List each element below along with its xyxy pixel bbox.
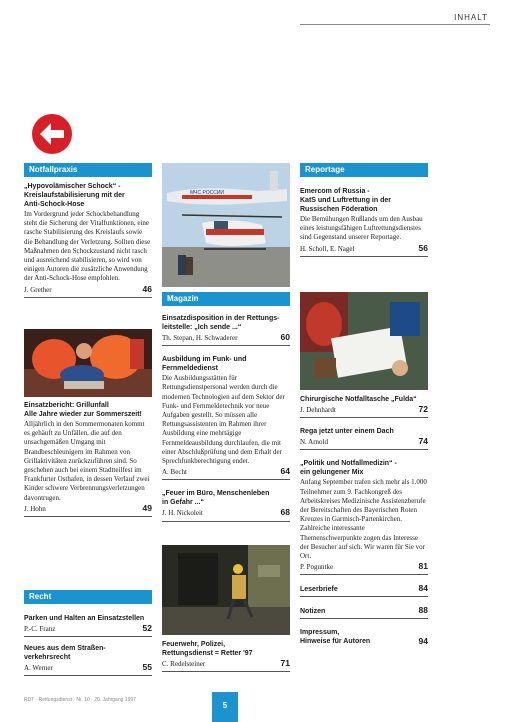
right-column-lower — [300, 395, 428, 646]
section-band-recht: Recht — [24, 590, 152, 604]
page-number: 5 — [212, 692, 238, 722]
section-band-reportage: Reportage — [300, 163, 428, 177]
section-header: INHALT — [454, 13, 488, 22]
article-page: 52 — [142, 623, 152, 633]
left-column — [24, 163, 152, 298]
article-title: Leserbriefe — [300, 586, 338, 594]
photo-feuerwehr — [162, 545, 290, 635]
article-title: Neues aus dem Straßen- verkehrsrecht — [24, 645, 106, 662]
article-impressum[interactable] — [300, 628, 428, 646]
divider — [300, 596, 428, 597]
article-page: 72 — [418, 404, 428, 414]
article-author: J. Dehnhardt — [300, 406, 336, 414]
header-rule — [300, 24, 490, 25]
article-einsatzdisposition[interactable] — [162, 314, 290, 346]
left-column-lower — [24, 401, 152, 517]
divider — [162, 345, 290, 346]
article-notfalltasche[interactable] — [300, 395, 428, 418]
article-title: Impressum, Hinweise für Autoren — [300, 629, 371, 646]
article-parken[interactable] — [24, 614, 152, 637]
article-leserbriefe[interactable] — [300, 584, 428, 597]
article-page: 64 — [280, 466, 290, 477]
article-grillunfall[interactable] — [24, 401, 152, 517]
article-title: Notizen — [300, 608, 326, 616]
divider — [24, 675, 152, 676]
article-author: P.-C. Franz — [24, 625, 56, 633]
divider — [162, 521, 290, 522]
article-author: J. Grether — [24, 285, 52, 294]
divider — [300, 449, 428, 450]
article-page: 84 — [418, 583, 428, 594]
article-summary: Im Vordergrund jeder Schockbehandlung steht die Sicherung der Vitalfunktionen, eine rasche Stabilisierung des Kreislaufs sowie die Behandlung der Verletzung. Sollten diese Maßnahmen den Schockzustand nicht rasch und ausreichend stabilisieren, so wird von einigen Autoren die zusätzliche Anwendung der Anti-Schock-Hose empfohlen. — [24, 210, 151, 283]
article-page: 60 — [280, 332, 290, 342]
article-title: Feuerwehr, Polizei, Rettungsdienst = Retter '97 — [162, 641, 253, 657]
article-author: N. Arnold — [300, 438, 328, 447]
article-title: Einsatzbericht: Grillunfall Alle Jahre wieder zur Sommerszeit! — [24, 402, 142, 418]
article-emercom[interactable] — [300, 187, 428, 257]
article-page: 46 — [142, 283, 152, 294]
section-band-notfallpraxis: Notfallpraxis — [24, 163, 152, 177]
section-band-magazin: Magazin — [162, 292, 290, 306]
article-page: 55 — [142, 662, 152, 673]
divider — [300, 618, 428, 619]
helicopter-text: MЧС РОССИИ — [190, 190, 225, 196]
article-title: „Politik und Notfallmedizin“ - ein gelungener Mix — [300, 460, 397, 477]
photo-helicopter — [162, 163, 290, 287]
article-title: Emercom of Russia - KatS und Luftrettung in der Russischen Föderation — [300, 188, 391, 213]
divider — [24, 636, 152, 637]
middle-column-lower — [162, 640, 290, 672]
right-column — [300, 163, 428, 257]
article-ausbildung[interactable] — [162, 355, 290, 480]
article-title: Parken und Halten an Einsatzstellen — [24, 615, 145, 622]
divider — [300, 417, 428, 418]
article-summary: Anfang September trafen sich mehr als 1.000 Teilnehmer zum 9. Fachkongreß des Arbeitskreises Medizinische Assistenzberufe der Bereitschaften des Bayerischen Roten Kreuzes in Garmisch-Partenkirchen. Zahlreiche interessante Themenschwerpunkte zogen das Interesse der Besucher auf sich. Wir waren für Sie vor Ort. — [300, 478, 427, 561]
article-page: 68 — [280, 507, 290, 518]
divider — [300, 574, 428, 575]
article-page: 81 — [418, 561, 428, 572]
article-author: H. Scholl, E. Nagel — [300, 244, 355, 253]
article-title: Ausbildung im Funk- und Fernmeldedienst — [162, 356, 247, 373]
article-notizen[interactable] — [300, 606, 428, 619]
article-politik[interactable] — [300, 459, 428, 575]
article-summary: Die Ausbildungsstätten für Rettungsdienstpersonal werden durch die modernen Technologien auf dem Sektor der Funk- und Fernmeldetechnik vor neue Aufgaben gestellt. So müssen alle Rettungsassistenten im Rahmen ihrer Ausbildung eine mehrtägige Fernmeldeausbildung durchlaufen, die mit einer Abschlußprüfung und dem Erhalt der Sprechfunkberechtigung endet. — [162, 374, 285, 466]
article-page: 71 — [280, 658, 290, 668]
article-author: P. Poguntke — [300, 563, 334, 572]
article-page: 88 — [418, 605, 428, 616]
article-strassenverkehr[interactable] — [24, 644, 152, 676]
divider — [300, 256, 428, 257]
divider — [24, 297, 152, 298]
article-summary: Alljährlich in den Sommermonaten kommt es gehäuft zu Unfällen, die auf den unsachgemäßen Umgang mit Brandbeschleunigern im Rahmen von Grillaktivitäten zurückzuführen sind. So geschehen auch bei einem Stadtteilfest im Frankfurter Osthafen, in dessen Verlauf zwei Kinder schwere Verbrennungsverletzungen davontrugen. — [24, 420, 150, 502]
article-author: A. Werner — [24, 664, 53, 673]
article-page: 56 — [418, 242, 428, 253]
divider — [162, 671, 290, 672]
photo-notfalltasche — [300, 292, 428, 390]
article-title: „Feuer im Büro, Menschenleben in Gefahr ...“ — [162, 490, 270, 507]
article-feuer[interactable] — [162, 489, 290, 521]
article-page: 94 — [418, 636, 428, 647]
article-retter97[interactable] — [162, 640, 290, 672]
article-title: Einsatzdisposition in der Rettungs- leitstelle: „Ich sende ...“ — [162, 315, 280, 331]
middle-column — [162, 292, 290, 522]
footer-journal: RDT · Rettungsdienst · Nr. 10 · 20. Jahrgang 1997 — [24, 697, 136, 703]
article-author: C. Redelsteiner — [162, 660, 206, 668]
article-hypovolaemisch[interactable] — [24, 182, 152, 298]
article-title: Rega jetzt unter einem Dach — [300, 428, 394, 436]
article-rega[interactable] — [300, 427, 428, 450]
photo-grillunfall — [24, 329, 152, 397]
back-arrow-icon[interactable] — [32, 114, 72, 154]
article-author: A. Becht — [162, 468, 187, 477]
article-page: 49 — [142, 502, 152, 513]
article-author: J. Hohn — [24, 504, 46, 513]
article-page: 74 — [418, 436, 428, 447]
divider — [162, 479, 290, 480]
article-title: Chirurgische Notfalltasche „Fulda“ — [300, 396, 417, 403]
recht-section — [24, 590, 152, 676]
article-author: J. H. Nickoleit — [162, 509, 203, 518]
divider — [24, 516, 152, 517]
article-title: „Hypovolämischer Schock“ - Kreislaufstabilisierung mit der Anti-Schock-Hose — [24, 183, 125, 208]
article-author: Th. Stepan, H. Schwaderer — [162, 334, 238, 342]
article-summary: Die Bemühungen Rußlands um den Ausbau eines leistungsfähigen Luftrettungsdienstes sind Gegenstand unserer Reportage. — [300, 215, 423, 242]
